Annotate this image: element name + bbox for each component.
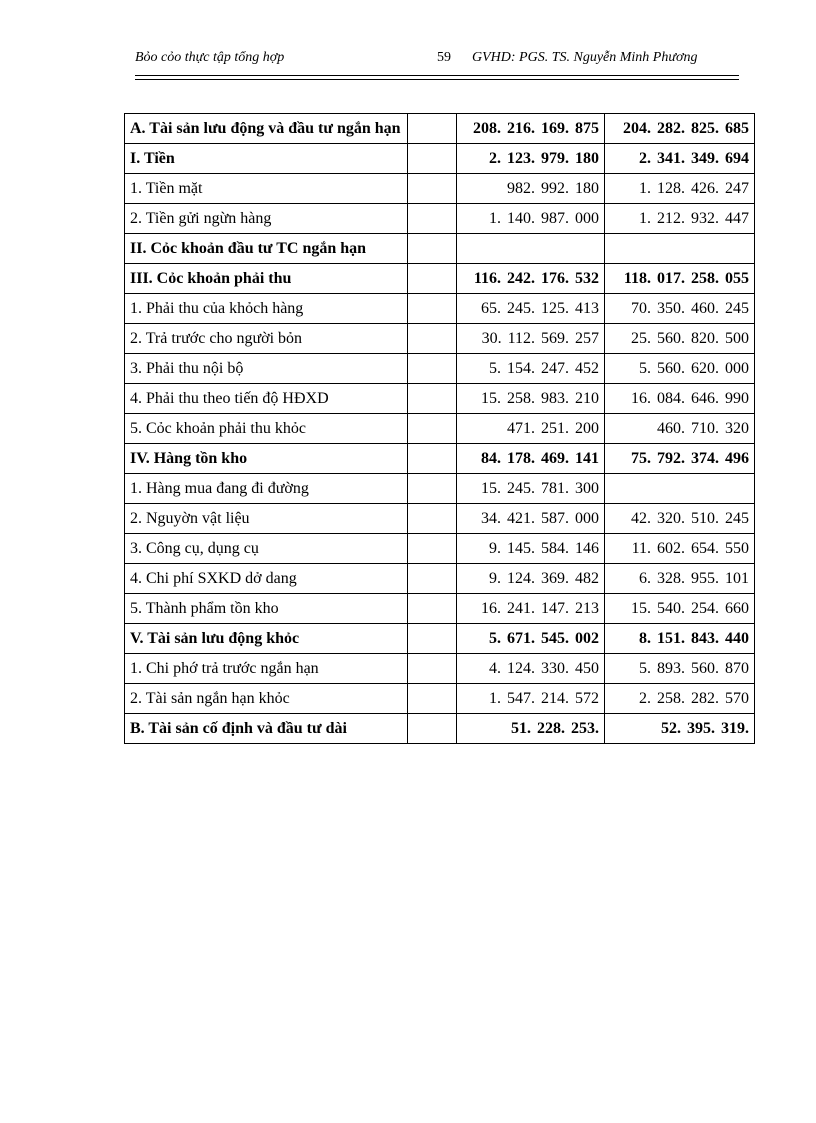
- row-spacer: [408, 564, 457, 594]
- row-spacer: [408, 324, 457, 354]
- row-spacer: [408, 204, 457, 234]
- row-label: 1. Chi phớ trả trước ngắn hạn: [125, 654, 408, 684]
- table-row: [125, 144, 755, 174]
- value-col-1: 471. 251. 200: [457, 414, 605, 444]
- value-col-2: 75. 792. 374. 496: [605, 444, 755, 474]
- table-row: [125, 384, 755, 414]
- value-col-1: 15. 245. 781. 300: [457, 474, 605, 504]
- row-spacer: [408, 444, 457, 474]
- value-col-1: 4. 124. 330. 450: [457, 654, 605, 684]
- row-label: 2. Trả trước cho người bỏn: [125, 324, 408, 354]
- row-spacer: [408, 414, 457, 444]
- row-label: III. Cỏc khoản phải thu: [125, 264, 408, 294]
- value-col-1: 15. 258. 983. 210: [457, 384, 605, 414]
- row-spacer: [408, 234, 457, 264]
- row-label: 4. Phải thu theo tiến độ HĐXD: [125, 384, 408, 414]
- value-col-2: 11. 602. 654. 550: [605, 534, 755, 564]
- table-row: [125, 534, 755, 564]
- value-col-2: 2. 258. 282. 570: [605, 684, 755, 714]
- value-col-1: 982. 992. 180: [457, 174, 605, 204]
- row-spacer: [408, 144, 457, 174]
- table-row: [125, 294, 755, 324]
- row-label: 2. Tài sản ngắn hạn khỏc: [125, 684, 408, 714]
- value-col-2: 8. 151. 843. 440: [605, 624, 755, 654]
- value-col-2: [605, 474, 755, 504]
- row-spacer: [408, 114, 457, 144]
- table-row: [125, 114, 755, 144]
- row-spacer: [408, 264, 457, 294]
- row-label: 2. Tiền gửi ngừn hàng: [125, 204, 408, 234]
- value-col-1: 5. 671. 545. 002: [457, 624, 605, 654]
- table-row: [125, 234, 755, 264]
- value-col-2: 6. 328. 955. 101: [605, 564, 755, 594]
- value-col-1: 208. 216. 169. 875: [457, 114, 605, 144]
- value-col-2: 42. 320. 510. 245: [605, 504, 755, 534]
- value-col-2: 5. 893. 560. 870: [605, 654, 755, 684]
- value-col-1: 2. 123. 979. 180: [457, 144, 605, 174]
- value-col-2: 204. 282. 825. 685: [605, 114, 755, 144]
- row-spacer: [408, 714, 457, 744]
- row-label: 4. Chi phí SXKD dở dang: [125, 564, 408, 594]
- value-col-1: 84. 178. 469. 141: [457, 444, 605, 474]
- row-spacer: [408, 534, 457, 564]
- value-col-1: 5. 154. 247. 452: [457, 354, 605, 384]
- table-row: [125, 684, 755, 714]
- balance-sheet-body: [125, 114, 755, 744]
- value-col-2: 460. 710. 320: [605, 414, 755, 444]
- table-row: [125, 594, 755, 624]
- row-label: 5. Cỏc khoản phải thu khỏc: [125, 414, 408, 444]
- value-col-1: 1. 140. 987. 000: [457, 204, 605, 234]
- table-row: [125, 204, 755, 234]
- row-spacer: [408, 474, 457, 504]
- table-row: [125, 414, 755, 444]
- table-row: [125, 714, 755, 744]
- header-title: Bỏo cỏo thực tập tổng hợp: [135, 50, 285, 65]
- table-row: [125, 564, 755, 594]
- row-spacer: [408, 174, 457, 204]
- value-col-1: 34. 421. 587. 000: [457, 504, 605, 534]
- table-row: [125, 474, 755, 504]
- header-supervisor: GVHD: PGS. TS. Nguyễn Minh Phương: [472, 50, 698, 65]
- row-label: 2. Nguyờn vật liệu: [125, 504, 408, 534]
- value-col-2: 15. 540. 254. 660: [605, 594, 755, 624]
- row-label: II. Cỏc khoản đầu tư TC ngắn hạn: [125, 234, 408, 264]
- row-spacer: [408, 654, 457, 684]
- table-row: [125, 654, 755, 684]
- row-label: IV. Hàng tồn kho: [125, 444, 408, 474]
- table-row: [125, 324, 755, 354]
- value-col-1: 30. 112. 569. 257: [457, 324, 605, 354]
- table-row: [125, 624, 755, 654]
- row-spacer: [408, 384, 457, 414]
- row-label: I. Tiền: [125, 144, 408, 174]
- table-row: [125, 264, 755, 294]
- row-spacer: [408, 294, 457, 324]
- value-col-2: 16. 084. 646. 990: [605, 384, 755, 414]
- row-label: B. Tài sản cố định và đầu tư dài: [125, 714, 408, 744]
- value-col-2: 1. 128. 426. 247: [605, 174, 755, 204]
- header-rule-secondary: [135, 79, 739, 80]
- value-col-2: [605, 234, 755, 264]
- row-label: V. Tài sản lưu động khỏc: [125, 624, 408, 654]
- value-col-2: 1. 212. 932. 447: [605, 204, 755, 234]
- header-rule: [135, 75, 739, 76]
- value-col-2: 2. 341. 349. 694: [605, 144, 755, 174]
- row-spacer: [408, 624, 457, 654]
- value-col-2: 118. 017. 258. 055: [605, 264, 755, 294]
- row-spacer: [408, 504, 457, 534]
- balance-sheet-table: [124, 113, 755, 744]
- page-number: 59: [437, 50, 451, 65]
- value-col-1: 51. 228. 253.: [457, 714, 605, 744]
- value-col-2: 70. 350. 460. 245: [605, 294, 755, 324]
- row-label: 1. Phải thu của khỏch hàng: [125, 294, 408, 324]
- value-col-2: 52. 395. 319.: [605, 714, 755, 744]
- row-label: 5. Thành phẩm tồn kho: [125, 594, 408, 624]
- row-label: 1. Tiền mặt: [125, 174, 408, 204]
- value-col-1: [457, 234, 605, 264]
- value-col-1: 16. 241. 147. 213: [457, 594, 605, 624]
- value-col-1: 1. 547. 214. 572: [457, 684, 605, 714]
- table-row: [125, 174, 755, 204]
- value-col-1: 9. 145. 584. 146: [457, 534, 605, 564]
- value-col-1: 65. 245. 125. 413: [457, 294, 605, 324]
- row-spacer: [408, 594, 457, 624]
- row-label: 3. Công cụ, dụng cụ: [125, 534, 408, 564]
- value-col-2: 25. 560. 820. 500: [605, 324, 755, 354]
- table-row: [125, 444, 755, 474]
- row-spacer: [408, 684, 457, 714]
- table-row: [125, 504, 755, 534]
- value-col-1: 9. 124. 369. 482: [457, 564, 605, 594]
- table-row: [125, 354, 755, 384]
- value-col-2: 5. 560. 620. 000: [605, 354, 755, 384]
- row-label: 1. Hàng mua đang đi đường: [125, 474, 408, 504]
- row-label: A. Tài sản lưu động và đầu tư ngắn hạn: [125, 114, 408, 144]
- row-spacer: [408, 354, 457, 384]
- page-header: [135, 50, 738, 72]
- row-label: 3. Phải thu nội bộ: [125, 354, 408, 384]
- value-col-1: 116. 242. 176. 532: [457, 264, 605, 294]
